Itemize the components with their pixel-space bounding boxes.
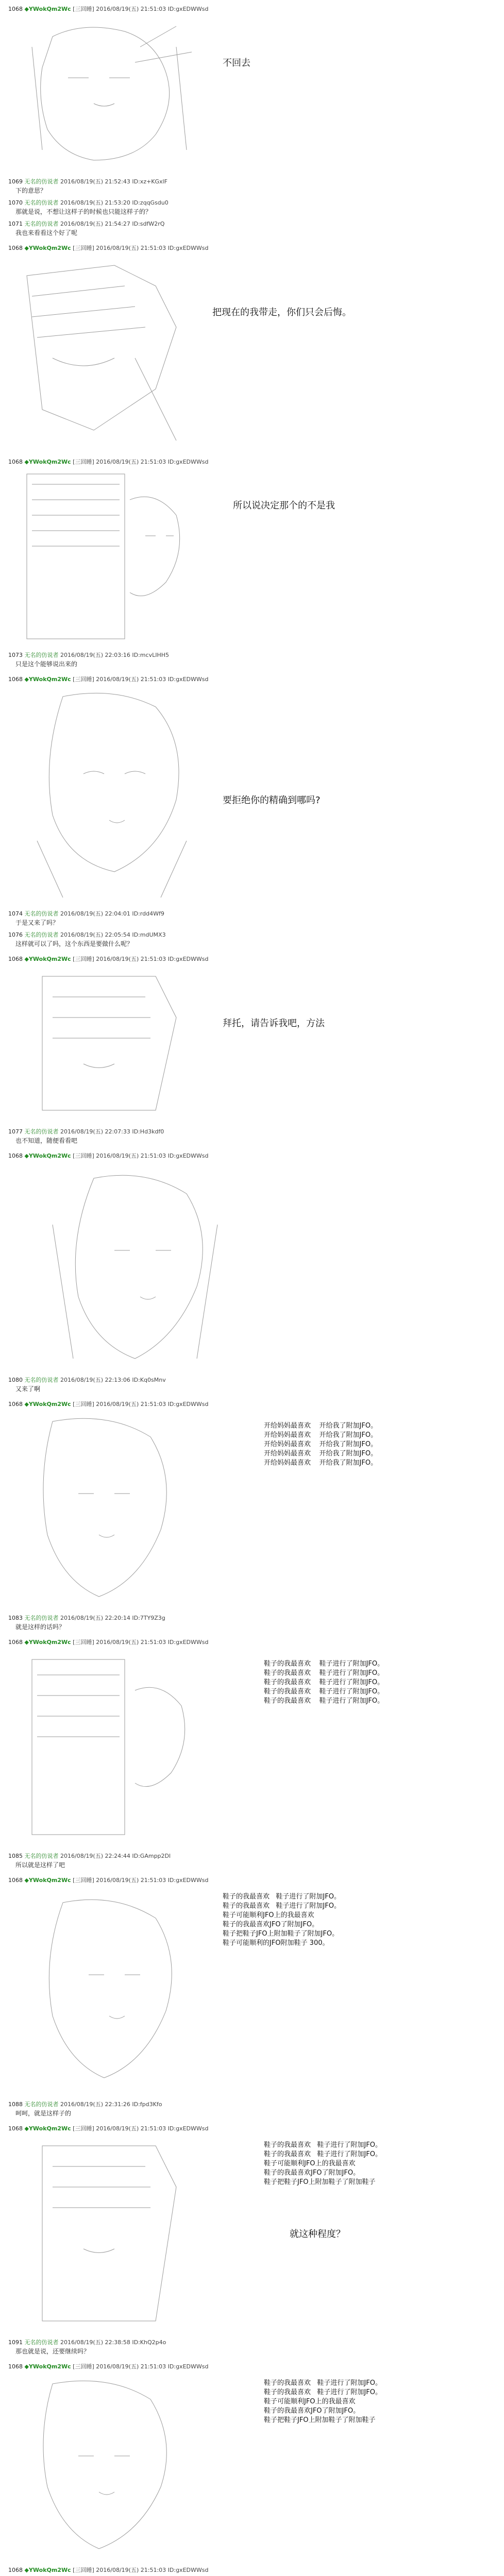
- aa-art-block: [22, 1887, 496, 2093]
- post-date: 2016/08/19(五) 21:51:03: [96, 2363, 166, 2370]
- post-meta: [8, 1376, 496, 1384]
- post-number[interactable]: 1068: [8, 6, 23, 12]
- post-id: ID:gxEDWWsd: [167, 245, 209, 251]
- post-id: ID:gxEDWWsd: [167, 2363, 209, 2370]
- post-body: 于是又来了吗？: [15, 919, 59, 926]
- aa-art-figure: [22, 1887, 217, 2093]
- post-meta: [8, 5, 496, 13]
- post-date: 2016/08/19(五) 21:51:03: [96, 2125, 166, 2132]
- post-date: 2016/08/19(五) 22:20:14: [60, 1615, 130, 1621]
- post-date: 2016/08/19(五) 22:04:01: [60, 910, 130, 917]
- post-body: 就是这样的话吗？: [15, 1623, 65, 1631]
- post-number[interactable]: 1069: [8, 178, 23, 185]
- post-date: 2016/08/19(五) 21:51:03: [96, 245, 166, 251]
- reply-post: [0, 178, 504, 195]
- post-date: 2016/08/19(五) 21:51:03: [96, 459, 166, 465]
- reply-name: 无名的仿说者: [24, 199, 59, 206]
- post-date: 2016/08/19(五) 21:51:03: [96, 1153, 166, 1159]
- author-badge: [三回睡]: [73, 2125, 94, 2132]
- aa-art-block: [22, 1163, 496, 1369]
- post-number[interactable]: 1080: [8, 1377, 23, 1383]
- post-number[interactable]: 1068: [8, 1877, 23, 1884]
- aa-art-figure: [22, 2374, 217, 2559]
- post-number[interactable]: 1068: [8, 2363, 23, 2370]
- post-id: ID:fpd3Kfo: [132, 2101, 162, 2108]
- caption-7: 鞋子的我最喜欢 鞋子进行了附加JFO。 鞋子的我最喜欢 鞋子进行了附加JFO。 鞋子的我最喜欢 鞋子进行了附加JFO。 鞋子的我最喜欢 鞋子进行了附加JFO。 鞋子的我最喜欢 鞋子进行了附加JFO。: [264, 1660, 384, 1705]
- aa-art-figure: [22, 1163, 259, 1369]
- reply-name: 无名的仿说者: [24, 2339, 59, 2346]
- reply-post: [0, 1852, 504, 1869]
- post-number[interactable]: 1068: [8, 1153, 23, 1159]
- post-date: 2016/08/19(五) 22:03:16: [60, 652, 130, 658]
- post-id: ID:gxEDWWsd: [167, 956, 209, 962]
- caption-6: 开给妈妈最喜欢 开给我了附加JFO。 开给妈妈最喜欢 开给我了附加JFO。 开给妈妈最喜欢 开给我了附加JFO。 开给妈妈最喜欢 开给我了附加JFO。 开给妈妈最喜欢 开给我了附加JFO。: [264, 1422, 378, 1467]
- reply-post: [0, 2338, 504, 2355]
- post-number[interactable]: 1073: [8, 652, 23, 658]
- caption-11: 鞋子的我最喜欢 鞋子进行了附加JFO。 鞋子的我最喜欢 鞋子进行了附加JFO。 鞋子可能顺利JFO上的我最喜欢 鞋子的我最喜欢JFO了附加JFO。 鞋子把鞋子JFO上附加鞋子了附加鞋子: [264, 2379, 382, 2424]
- caption-4: 要拒绝你的精确到哪吗?: [223, 795, 321, 806]
- post-number[interactable]: 1068: [8, 245, 23, 251]
- reply-name: 无名的仿说者: [24, 2101, 59, 2108]
- aa-art-figure: [22, 2136, 217, 2331]
- caption-5: 拜托，请告诉我吧，方法: [223, 1018, 325, 1029]
- post-date: 2016/08/19(五) 21:51:03: [96, 676, 166, 683]
- author-post: [0, 1638, 504, 1845]
- post-id: ID:Kq0sMnv: [132, 1377, 166, 1383]
- caption-9: 鞋子的我最喜欢 鞋子进行了附加JFO。 鞋子的我最喜欢 鞋子进行了附加JFO。 鞋子可能顺利JFO上的我最喜欢 鞋子的我最喜欢JFO了附加JFO。 鞋子把鞋子JFO上附加鞋子了附加鞋子: [264, 2141, 382, 2186]
- post-meta: [8, 931, 496, 939]
- post-meta: [8, 2566, 496, 2574]
- post-date: 2016/08/19(五) 22:31:26: [60, 2101, 130, 2108]
- post-body: 只是这个能够说出来的: [15, 660, 78, 668]
- post-id: ID:gxEDWWsd: [167, 1153, 209, 1159]
- author-post: [0, 2363, 504, 2559]
- reply-post: [0, 931, 504, 948]
- author-name: ◆YWokQm2Wc: [24, 2125, 71, 2132]
- author-name: ◆YWokQm2Wc: [24, 2363, 71, 2370]
- post-date: 2016/08/19(五) 22:24:44: [60, 1853, 130, 1859]
- author-post: [0, 2566, 504, 2576]
- reply-post: [0, 1376, 504, 1393]
- author-name: ◆YWokQm2Wc: [24, 2567, 71, 2573]
- author-name: ◆YWokQm2Wc: [24, 956, 71, 962]
- post-number[interactable]: 1068: [8, 2125, 23, 2132]
- aa-art-block: [22, 2136, 496, 2331]
- author-badge: [三回睡]: [73, 1401, 94, 1408]
- author-badge: [三回睡]: [73, 6, 94, 12]
- post-id: ID:sdfW2rQ: [132, 221, 165, 227]
- aa-art-figure: [22, 1649, 217, 1845]
- reply-name: 无名的仿说者: [24, 221, 59, 227]
- author-name: ◆YWokQm2Wc: [24, 1153, 71, 1159]
- reply-post: [0, 1614, 504, 1631]
- author-badge: [三回睡]: [73, 1877, 94, 1884]
- post-meta: [8, 2363, 496, 2370]
- author-post: [0, 1152, 504, 1369]
- post-id: ID:Hd3kdf0: [132, 1128, 164, 1135]
- post-date: 2016/08/19(五) 21:51:03: [96, 1639, 166, 1646]
- reply-post: [0, 910, 504, 927]
- post-meta: [8, 220, 496, 228]
- author-post: [0, 458, 504, 644]
- post-number[interactable]: 1091: [8, 2339, 23, 2346]
- post-id: ID:gxEDWWsd: [167, 459, 209, 465]
- post-number[interactable]: 1077: [8, 1128, 23, 1135]
- aa-art-block: [22, 1649, 496, 1845]
- aa-art-block: [22, 966, 496, 1121]
- reply-name: 无名的仿说者: [24, 910, 59, 917]
- author-post: [0, 244, 504, 451]
- post-meta: [8, 1852, 496, 1860]
- aa-art-block: [22, 1411, 496, 1607]
- post-date: 2016/08/19(五) 21:51:03: [96, 6, 166, 12]
- aa-art-figure: [22, 255, 217, 451]
- post-date: 2016/08/19(五) 21:51:03: [96, 1877, 166, 1884]
- post-body: 那也就是说，还要继续吗？: [15, 2348, 90, 2355]
- post-id: ID:gxEDWWsd: [167, 2125, 209, 2132]
- author-name: ◆YWokQm2Wc: [24, 676, 71, 683]
- post-number[interactable]: 1068: [8, 1639, 23, 1646]
- post-id: ID:zqqGsdu0: [132, 199, 169, 206]
- author-name: ◆YWokQm2Wc: [24, 459, 71, 465]
- author-badge: [三回睡]: [73, 245, 94, 251]
- post-date: 2016/08/19(五) 21:51:03: [96, 2567, 166, 2573]
- post-meta: [8, 675, 496, 683]
- aa-art-figure: [22, 966, 217, 1121]
- post-meta: [8, 2100, 496, 2108]
- post-number[interactable]: 1076: [8, 931, 23, 938]
- author-name: ◆YWokQm2Wc: [24, 1639, 71, 1646]
- author-name: ◆YWokQm2Wc: [24, 1877, 71, 1884]
- reply-name: 无名的仿说者: [24, 1615, 59, 1621]
- post-body: 我也来看看这个好了呢: [15, 229, 78, 236]
- post-meta: [8, 199, 496, 207]
- author-post: [0, 2125, 504, 2331]
- post-number[interactable]: 1071: [8, 221, 23, 227]
- post-meta: [8, 910, 496, 918]
- post-body: 所以就是这样了吧: [15, 1861, 65, 1869]
- author-post: [0, 5, 504, 171]
- post-body: 那就是说，不想让这样子的时候也只能这样子的？: [15, 208, 152, 215]
- reply-name: 无名的仿说者: [24, 1377, 59, 1383]
- reply-post: [0, 2100, 504, 2117]
- post-date: 2016/08/19(五) 21:52:43: [60, 178, 130, 185]
- post-meta: [8, 178, 496, 185]
- post-id: ID:gxEDWWsd: [167, 1877, 209, 1884]
- post-body: 这样就可以了吗，这个东西是要做什么呢？: [15, 940, 133, 947]
- post-date: 2016/08/19(五) 21:51:03: [96, 1401, 166, 1408]
- post-date: 2016/08/19(五) 22:13:06: [60, 1377, 130, 1383]
- author-name: ◆YWokQm2Wc: [24, 1401, 71, 1408]
- post-number[interactable]: 1085: [8, 1853, 23, 1859]
- post-number[interactable]: 1068: [8, 676, 23, 683]
- author-badge: [三回睡]: [73, 2363, 94, 2370]
- post-id: ID:7TY9Z3g: [132, 1615, 165, 1621]
- post-number[interactable]: 1068: [8, 956, 23, 962]
- post-meta: [8, 1400, 496, 1408]
- caption-1: 不回去: [223, 58, 250, 69]
- post-meta: [8, 458, 496, 466]
- post-id: ID:GAmpp2Dl: [132, 1853, 171, 1859]
- author-badge: [三回睡]: [73, 676, 94, 683]
- aa-art-figure: [22, 1411, 217, 1607]
- post-id: ID:gxEDWWsd: [167, 1639, 209, 1646]
- author-post: [0, 1876, 504, 2093]
- post-id: ID:gxEDWWsd: [167, 1401, 209, 1408]
- post-body: 又来了啊: [15, 1385, 41, 1393]
- author-badge: [三回睡]: [73, 2567, 94, 2573]
- post-number[interactable]: 1083: [8, 1615, 23, 1621]
- post-number[interactable]: 1068: [8, 459, 23, 465]
- reply-name: 无名的仿说者: [24, 1128, 59, 1135]
- post-meta: [8, 1152, 496, 1160]
- post-meta: [8, 244, 496, 252]
- author-badge: [三回睡]: [73, 1153, 94, 1159]
- aa-art-figure: [22, 16, 217, 171]
- post-id: ID:gxEDWWsd: [167, 676, 209, 683]
- author-post: [0, 955, 504, 1121]
- post-meta: [8, 2125, 496, 2132]
- post-meta: [8, 1876, 496, 1884]
- post-number[interactable]: 1088: [8, 2101, 23, 2108]
- post-body: 呵呵，就是这样子的: [15, 2110, 72, 2117]
- post-date: 2016/08/19(五) 22:05:54: [60, 931, 130, 938]
- reply-post: [0, 199, 504, 216]
- post-number[interactable]: 1068: [8, 1401, 23, 1408]
- reply-name: 无名的仿说者: [24, 931, 59, 938]
- author-name: ◆YWokQm2Wc: [24, 245, 71, 251]
- post-date: 2016/08/19(五) 22:07:33: [60, 1128, 130, 1135]
- post-body: 下的意思？: [15, 187, 47, 194]
- post-meta: [8, 2338, 496, 2346]
- post-date: 2016/08/19(五) 21:51:03: [96, 956, 166, 962]
- post-date: 2016/08/19(五) 22:38:58: [60, 2339, 130, 2346]
- post-id: ID:mdUMX3: [132, 931, 166, 938]
- post-id: ID:gxEDWWsd: [167, 6, 209, 12]
- caption-10: 就这种程度？: [290, 2229, 345, 2240]
- reply-name: 无名的仿说者: [24, 178, 59, 185]
- post-id: ID:KhQ2p4o: [132, 2339, 166, 2346]
- aa-art-block: [22, 255, 496, 451]
- reply-post: [0, 1128, 504, 1145]
- post-number[interactable]: 1070: [8, 199, 23, 206]
- post-id: ID:rdd4Wf9: [132, 910, 164, 917]
- aa-art-figure: [22, 686, 217, 903]
- aa-art-block: [22, 686, 496, 903]
- post-meta: [8, 651, 496, 659]
- post-meta: [8, 1128, 496, 1136]
- post-date: 2016/08/19(五) 21:54:27: [60, 221, 130, 227]
- aa-art-figure: [22, 469, 217, 644]
- author-badge: [三回睡]: [73, 459, 94, 465]
- reply-post: [0, 220, 504, 237]
- author-name: ◆YWokQm2Wc: [24, 6, 71, 12]
- author-post: [0, 1400, 504, 1607]
- author-badge: [三回睡]: [73, 1639, 94, 1646]
- post-number[interactable]: 1068: [8, 2567, 23, 2573]
- post-meta: [8, 1638, 496, 1646]
- post-body: 也不知道，随便看看吧: [15, 1137, 78, 1144]
- aa-art-block: [22, 16, 496, 171]
- post-id: ID:xz+KGxlF: [132, 178, 167, 185]
- aa-art-block: [22, 2374, 496, 2559]
- author-post: [0, 675, 504, 903]
- post-id: ID:mcvLIHH5: [132, 652, 169, 658]
- post-meta: [8, 955, 496, 963]
- caption-3: 所以说决定那个的不是我: [233, 500, 335, 511]
- post-number[interactable]: 1074: [8, 910, 23, 917]
- post-id: ID:gxEDWWsd: [167, 2567, 209, 2573]
- post-meta: [8, 1614, 496, 1622]
- caption-2: 把现在的我带走，你们只会后悔。: [212, 307, 351, 318]
- reply-name: 无名的仿说者: [24, 652, 59, 658]
- author-badge: [三回睡]: [73, 956, 94, 962]
- caption-8: 鞋子的我最喜欢 鞋子进行了附加JFO。 鞋子的我最喜欢 鞋子进行了附加JFO。 鞋子可能顺利JFO上的我最喜欢 鞋子的我最喜欢JFO了附加JFO。 鞋子把鞋子JFO上附加鞋子了附加JFO。 鞋子可能顺利的JFO附加鞋子 300。: [223, 1893, 341, 1947]
- aa-art-block: [22, 469, 496, 644]
- reply-name: 无名的仿说者: [24, 1853, 59, 1859]
- post-date: 2016/08/19(五) 21:53:20: [60, 199, 130, 206]
- reply-post: [0, 651, 504, 668]
